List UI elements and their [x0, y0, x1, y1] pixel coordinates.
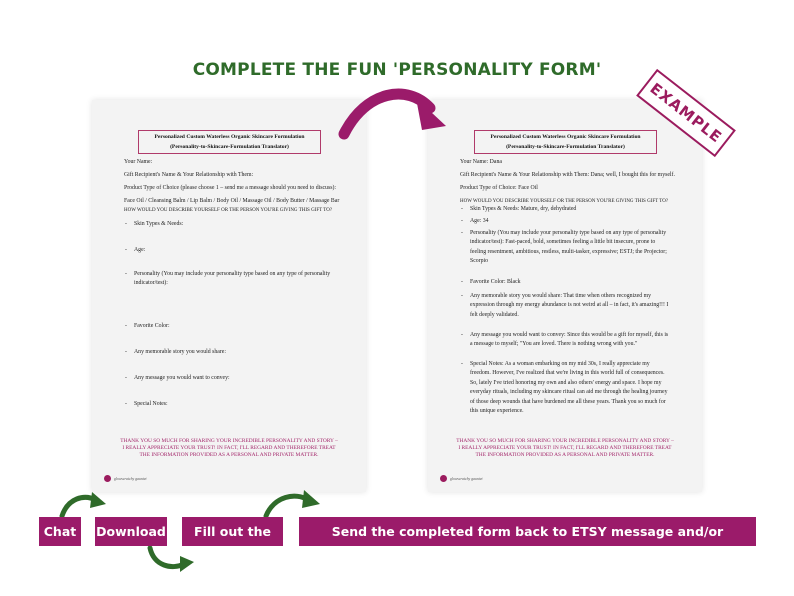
example-notes-line: - Special Notes: As a woman embarking on my mid 30s, I really appreciate my	[470, 361, 650, 367]
fill-form-button[interactable]: Fill out the form	[182, 517, 283, 546]
field-your-name: Your Name:	[124, 159, 153, 165]
example-intro-question: HOW WOULD YOU DESCRIBE YOURSELF OR THE PERSON YOU'RE GIVING THIS GIFT TO?	[460, 199, 669, 204]
field-message: - Any message you would want to convey:	[134, 374, 358, 383]
example-notes	[470, 360, 694, 416]
example-notes-line: everyday rituals, including my skincare ritual can aid me through the healing journey	[470, 389, 668, 396]
example-thanks-note	[456, 438, 674, 460]
example-personality-line: - Personality (You may include your personality type based on any type of personality	[470, 230, 667, 236]
example-personality-line: Scorpio	[470, 258, 489, 265]
form-title-line1: Personalized Custom Waterless Organic Skincare Formulation	[154, 134, 305, 140]
example-form-page	[428, 100, 702, 492]
example-story-line: - Any memorable story you would share: That time when others recognized my	[470, 293, 651, 299]
logo-dot-icon	[440, 475, 447, 482]
example-personality-line: feeling resentment, ambitious, restless, multi-tasker, expressive; ESTJ; the Projector;	[470, 248, 667, 255]
example-thanks-line1: THANK YOU SO MUCH FOR SHARING YOUR INCREDIBLE PERSONALITY AND STORY –	[456, 438, 674, 444]
logo-dot-icon	[104, 475, 111, 482]
thanks-line1: THANK YOU SO MUCH FOR SHARING YOUR INCREDIBLE PERSONALITY AND STORY –	[120, 438, 338, 444]
field-product-options: Face Oil / Cleansing Balm / Lip Balm / Body Oil / Massage Oil / Body Butter / Massage Bar	[124, 198, 340, 204]
blank-form-header-fields	[124, 158, 358, 215]
example-stamp: EXAMPLE	[636, 69, 736, 157]
example-thanks-line3: THE INFORMATION PROVIDED AS A PERSONAL AND PRIVATE MATTER.	[475, 452, 655, 459]
example-title-line1: Personalized Custom Waterless Organic Skincare Formulation	[490, 134, 641, 140]
example-message-line: - Any message you would want to convey: Since this would be a gift for myself, this is	[470, 332, 669, 338]
field-notes: - Special Notes:	[134, 400, 358, 409]
field-recipient: Gift Recipient's Name & Your Relationship with Them:	[124, 172, 254, 178]
example-recipient: Gift Recipient's Name & Your Relationship with Them: Dana; well, I bought this for myself.	[460, 172, 675, 178]
field-skin: - Skin Types & Needs:	[134, 220, 358, 229]
example-message-line: a message to myself; "You are loved. There is nothing wrong with you."	[470, 341, 638, 348]
blank-form-page	[92, 100, 366, 492]
field-age: - Age:	[134, 246, 358, 255]
example-color: - Favorite Color: Black	[470, 278, 694, 287]
example-notes-line: this unique experience.	[470, 408, 524, 415]
step-arrow-icon	[146, 546, 196, 574]
field-personality-line2: indicator/test):	[134, 280, 168, 287]
example-story-line: felt deeply validated.	[470, 311, 519, 318]
example-story	[470, 292, 694, 320]
example-notes-line: So, lately I've tried honoring my own and also others' energy and space. I hope my	[470, 379, 662, 386]
logo-text: glowscratchy gauntet	[450, 476, 483, 481]
step-arrow-icon	[262, 490, 322, 520]
field-personality	[134, 270, 358, 289]
example-story-line: expression through my energy abundance is not weird at all – in fact, it's amazing!!! I	[470, 302, 669, 309]
chat-button[interactable]: Chat	[39, 517, 81, 546]
send-form-button[interactable]: Send the completed form back to ETSY message and/or nolosac17@gmail.com	[299, 517, 756, 546]
field-personality-line1: - Personality (You may include your personality type based on any type of personality	[134, 271, 331, 277]
example-title-box	[474, 130, 657, 154]
example-message	[470, 331, 694, 350]
form-title-box	[138, 130, 321, 154]
intro-question: HOW WOULD YOU DESCRIBE YOURSELF OR THE PERSON YOU'RE GIVING THIS GIFT TO?	[124, 208, 333, 213]
example-product-choice: Product Type of Choice: Face Oil	[460, 185, 538, 191]
logo-text: glowscratchy gauntet	[114, 476, 147, 481]
example-brand-logo	[440, 475, 483, 482]
page-headline: COMPLETE THE FUN 'PERSONALITY FORM'	[192, 60, 602, 80]
example-thanks-line2: I REALLY APPRECIATE YOUR TRUST! IN FACT, I'LL REGARD AND THEREFORE TREAT	[458, 445, 672, 452]
example-age: - Age: 34	[470, 217, 694, 226]
brand-logo	[104, 475, 147, 482]
thanks-line3: THE INFORMATION PROVIDED AS A PERSONAL AND PRIVATE MATTER.	[139, 452, 319, 459]
example-header-fields	[460, 158, 694, 206]
example-personality-line: indicator/test): Fast-paced, bold, sometimes feeling a little bit insecure, prone to	[470, 239, 656, 246]
example-notes-line: freedom. However, I've realized that we're living in this world full of consequences.	[470, 370, 665, 377]
form-title-line2: (Personality-to-Skincare-Formulation Translator)	[170, 144, 289, 150]
field-product-choice: Product Type of Choice (please choose 1 – send me a message should you need to discuss):	[124, 185, 336, 191]
curved-arrow-icon	[338, 82, 448, 142]
example-your-name: Your Name: Dana	[460, 159, 502, 165]
field-story: - Any memorable story you would share:	[134, 348, 358, 357]
thanks-note	[120, 438, 338, 460]
thanks-line2: I REALLY APPRECIATE YOUR TRUST! IN FACT, I'LL REGARD AND THEREFORE TREAT	[122, 445, 336, 452]
example-notes-line: of those deep wounds that have burdened me all these years. Thank you so much for	[470, 398, 666, 405]
step-arrow-icon	[58, 490, 108, 520]
example-title-line2: (Personality-to-Skincare-Formulation Translator)	[506, 144, 625, 150]
download-button[interactable]: Download	[95, 517, 167, 546]
field-color: - Favorite Color:	[134, 322, 358, 331]
example-personality	[470, 229, 694, 267]
example-skin: - Skin Types & Needs: Mature, dry, dehydrated	[470, 205, 694, 214]
